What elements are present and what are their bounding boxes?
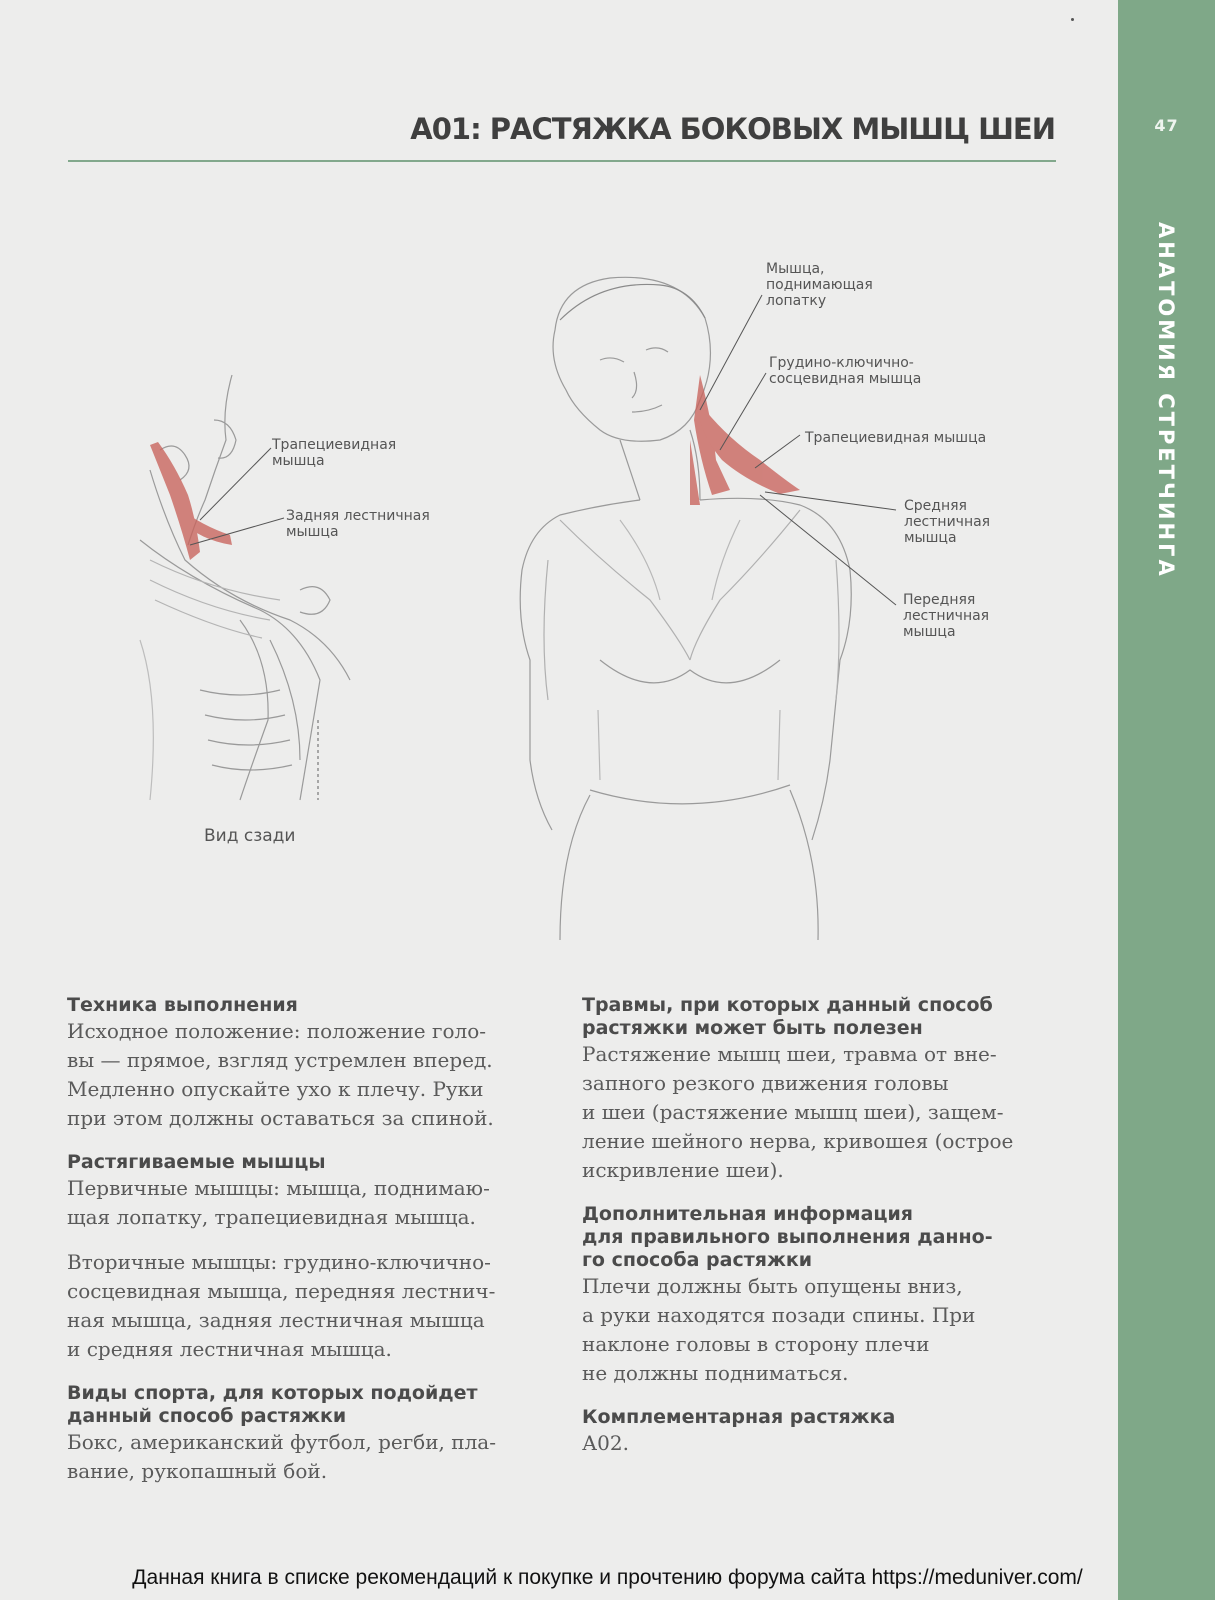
figure-caption: Вид сзади xyxy=(204,826,296,846)
complement-heading: Комплементарная растяжка xyxy=(582,1406,896,1428)
secondary-muscles-text: Вторичные мышцы: грудино-ключично- сосцевидная мышца, передняя лестнич- ная мышца, задняя лестничная мышца и средняя лестничная мышца. xyxy=(67,1250,496,1361)
right-column xyxy=(582,994,1062,1458)
label-rear-trapezius: Трапециевидная мышца xyxy=(272,437,397,469)
sports-text: Бокс, американский футбол, регби, пла- вание, рукопашный бой. xyxy=(67,1430,496,1483)
page-number: 47 xyxy=(1154,116,1179,135)
page-title: A01: РАСТЯЖКА БОКОВЫХ МЫШЦ ШЕИ xyxy=(410,112,1055,146)
injuries-heading: Травмы, при которых данный способ растяжки может быть полезен xyxy=(582,994,993,1039)
label-rear-posterior-scalene: Задняя лестничная мышца xyxy=(286,508,430,540)
complement-text: А02. xyxy=(582,1431,629,1455)
label-anterior-scalene: Передняя лестничная мышца xyxy=(903,592,990,640)
label-middle-scalene: Средняя лестничная мышца xyxy=(904,498,991,546)
highlighted-muscles xyxy=(150,375,800,560)
section-title: АНАТОМИЯ СТРЕТЧИНГА xyxy=(1154,222,1178,579)
muscles-heading: Растягиваемые мышцы xyxy=(67,1151,326,1173)
extra-info-text: Плечи должны быть опущены вниз, а руки находятся позади спины. При наклоне головы в сторону плечи не должны подниматься. xyxy=(582,1274,976,1385)
extra-info-heading: Дополнительная информация для правильного выполнения данно- го способа растяжки xyxy=(582,1203,993,1271)
injuries-text: Растяжение мышц шеи, травма от вне- запного резкого движения головы и шеи (растяжение мышц шеи), защем- ление шейного нерва, кривошея (острое искривление шеи). xyxy=(582,1042,1014,1182)
technique-heading: Техника выполнения xyxy=(67,994,298,1016)
primary-muscles-text: Первичные мышцы: мышца, поднимаю- щая лопатку, трапециевидная мышца. xyxy=(67,1176,490,1229)
label-trapezius: Трапециевидная мышца xyxy=(805,430,987,446)
footer-notice: Данная книга в списке рекомендаций к покупке и прочтению форума сайта https://meduniver.com/ xyxy=(132,1566,1083,1589)
label-levator-scapulae: Мышца, поднимающая лопатку xyxy=(766,261,873,309)
left-column xyxy=(67,994,547,1486)
label-sternocleidomastoid: Грудино-ключично- сосцевидная мышца xyxy=(769,355,922,387)
technique-text: Исходное положение: положение голо- вы — прямое, взгляд устремлен вперед. Медленно опускайте ухо к плечу. Руки при этом должны оставаться за спиной. xyxy=(67,1019,494,1130)
sports-heading: Виды спорта, для которых подойдет данный способ растяжки xyxy=(67,1382,478,1427)
